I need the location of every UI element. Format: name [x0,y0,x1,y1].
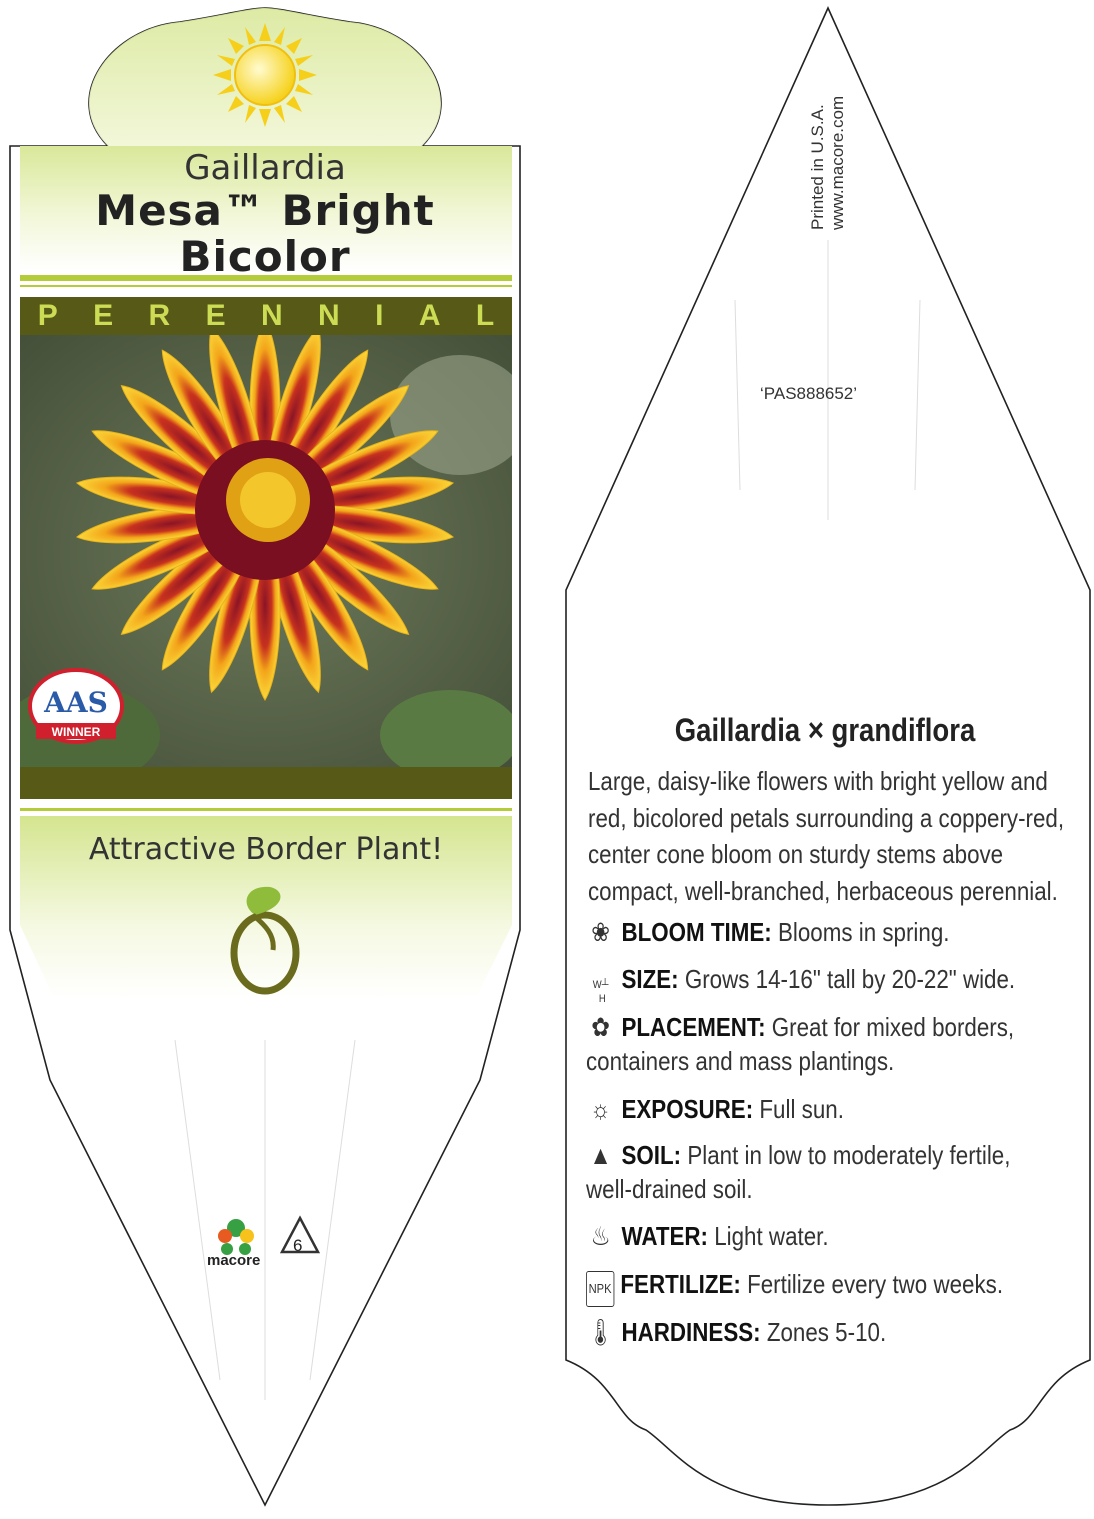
attr-water: ♨ WATER: Light water. [586,1219,1033,1253]
aas-winner-badge [28,668,124,748]
npk-icon: NPK [586,1271,614,1307]
tagline: Attractive Border Plant! [88,832,444,867]
attr-soil: ▲ SOIL: Plant in low to moderately fertile, well-drained soil. [586,1140,1011,1204]
placement-icon: ✿ [591,1012,610,1042]
category-banner [20,297,512,335]
description-line: center cone bloom on sturdy stems above [588,839,1004,869]
thermometer-icon: 🌡 [586,1317,615,1347]
banner-letter: E [93,299,114,332]
watering-can-icon: ♨ [590,1221,611,1251]
description-line: compact, well-branched, herbaceous perennial. [588,875,1058,906]
printing-info [808,60,978,230]
variety-title-line2: Bicolor [179,232,351,281]
printed-in: Printed in U.S.A. [808,104,827,230]
banner-letter: P [37,299,58,332]
description-line: red, bicolored petals surrounding a coppery-red, [588,802,1065,833]
winner-text: WINNER [51,725,101,739]
sun-icon [213,23,317,127]
attr-exposure: ☼ EXPOSURE: Full sun. [586,1092,1033,1126]
recycle-code: 6 [293,1236,303,1255]
attr-bloom: ❀ BLOOM TIME: Blooms in spring. [586,915,1033,949]
attr-size: W┴ H SIZE: Grows 14-16" tall by 20-22" wide. [586,962,1033,1002]
description [588,763,1065,909]
soil-icon: ▲ [589,1140,612,1170]
attr-placement: ✿ PLACEMENT: Great for mixed borders, containers and mass plantings. [586,1012,1015,1076]
banner-letter: R [148,299,171,332]
banner-letter: A [418,299,441,332]
patent-number: ‘PAS888652’ [760,384,858,403]
flower-icon: ❀ [591,917,610,947]
aas-text: AAS [44,686,108,719]
banner-letter: N [260,299,283,332]
genus-title: Gaillardia [184,148,346,188]
banner-letter: E [205,299,226,332]
sun-outline-icon: ☼ [590,1094,611,1124]
banner-letter: N [318,299,340,332]
attr-fertilize: NPK FERTILIZE: Fertilize every two weeks. [586,1267,1033,1307]
size-icon: W┴ H [592,979,609,1005]
website: www.macore.com [828,95,847,230]
banner-letter: L [475,299,495,332]
photo-bottom-bar [20,767,512,799]
description-line: Large, daisy-like flowers with bright yellow and [588,766,1048,796]
attr-hardiness: 🌡 HARDINESS: Zones 5-10. [586,1317,887,1347]
species-name: Gaillardia × grandiflora [674,712,976,748]
banner-letter: I [375,299,384,332]
variety-title-line1: Mesa™ Bright [95,186,435,235]
brand-text: macore [207,1252,261,1269]
